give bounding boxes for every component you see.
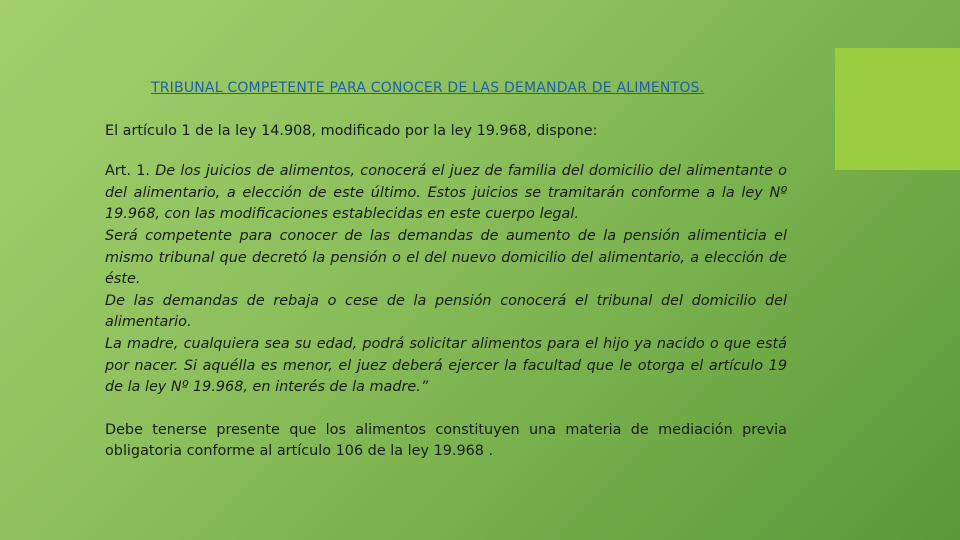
quote-paragraph-4: La madre, cualquiera sea su edad, podrá solicitar alimentos para el hijo ya nacido o que está por nacer. Si aquélla es menor, el juez deberá ejercer la facultad que le otorga el artículo 19 de la ley Nº 19.968, en interés de la madre.” [105, 335, 787, 396]
article-label: Art. 1. [105, 163, 150, 180]
quote-paragraph-3: De las demandas de rebaja o cese de la pensión conocerá el tribunal del domicilio del alimentario. [105, 292, 787, 331]
quote-paragraph-2: Será competente para conocer de las demandas de aumento de la pensión alimenticia el mismo tribunal que decretó la pensión o el del nuevo domicilio del alimentario, a elección de éste. [105, 227, 787, 288]
slide-title: TRIBUNAL COMPETENTE PARA CONOCER DE LAS DEMANDAR DE ALIMENTOS. [151, 80, 705, 96]
accent-block [835, 48, 960, 170]
quote-paragraph-1-text: De los juicios de alimentos, conocerá el juez de familia del domicilio del alimentante o del alimentario, a elección de este último. Estos juicios se tramitarán conforme a la ley Nº 19.968, con las modificaciones establecidas en este cuerpo legal. [105, 163, 787, 223]
quote-paragraph-1 [105, 161, 787, 226]
law-quote [105, 161, 787, 399]
slide-content [105, 78, 787, 463]
note-text: Debe tenerse presente que los alimentos constituyen una materia de mediación previa obligatoria conforme al artículo 106 de la ley 19.968 . [105, 421, 787, 460]
intro-text: El artículo 1 de la ley 14.908, modificado por la ley 19.968, dispone: [105, 122, 598, 139]
